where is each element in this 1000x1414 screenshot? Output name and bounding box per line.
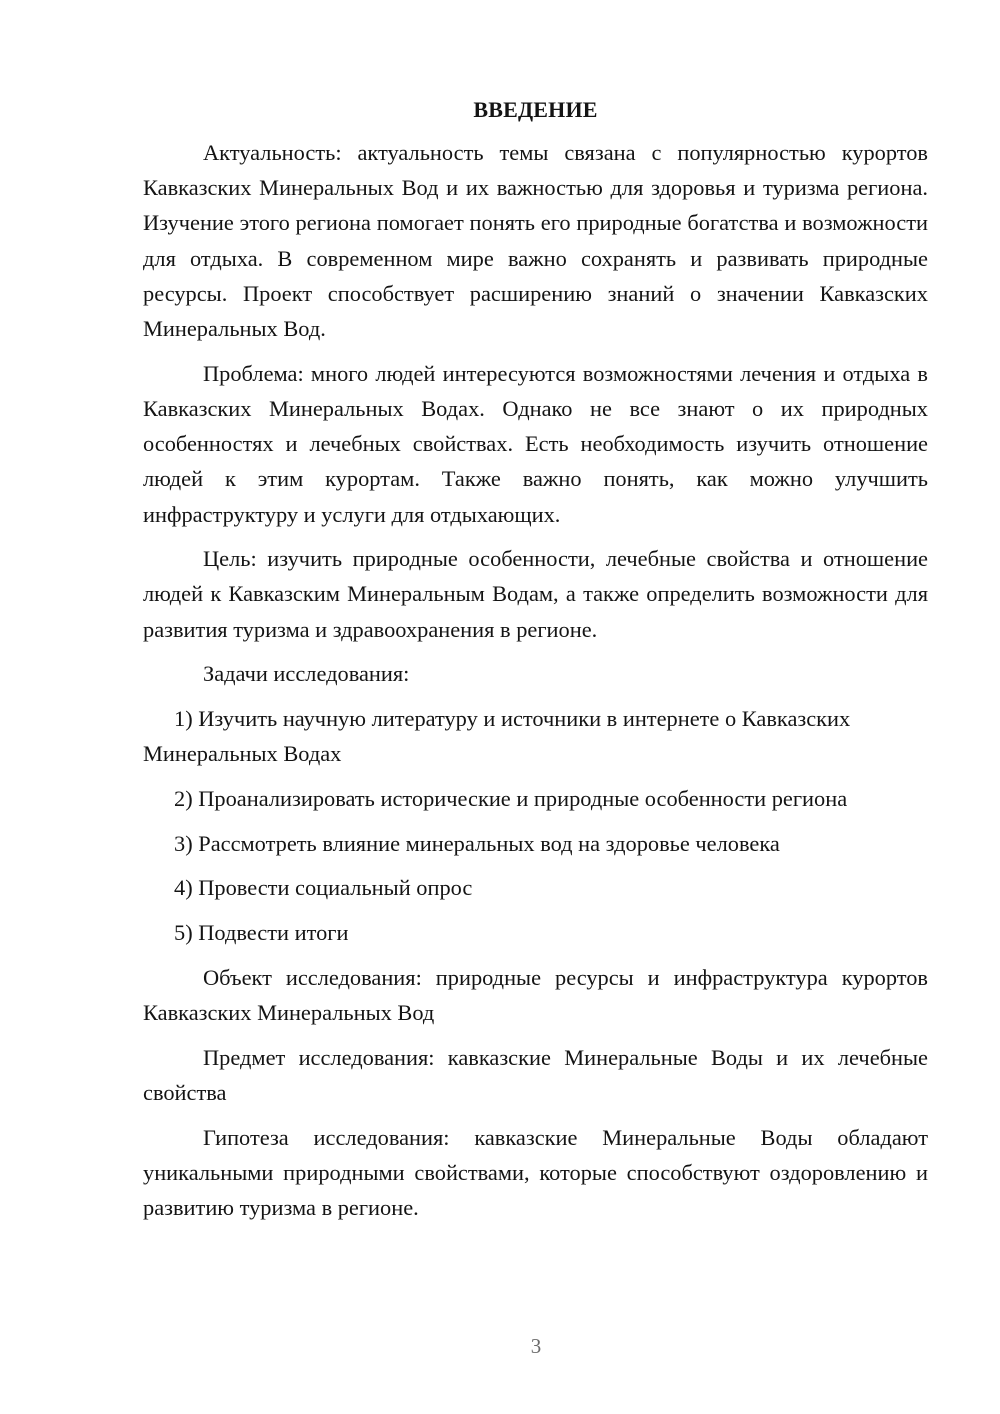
paragraph-subject: Предмет исследования: кавказские Минеральные Воды и их лечебные свойства [143,1044,928,1105]
task-item-1: 1) Изучить научную литературу и источники в интернете о Кавказских Минеральных Водах [143,706,851,767]
task-item-3: 3) Рассмотреть влияние минеральных вод на здоровье человека [174,830,780,856]
paragraph-object: Объект исследования: природные ресурсы и инфраструктура курортов Кавказских Минеральных Вод [143,964,928,1025]
section-title: ВВЕДЕНИЕ [473,97,598,122]
page-content [143,92,928,1235]
paragraph-hypothesis: Гипотеза исследования: кавказские Минеральные Воды обладают уникальными природными свойствами, которые способствуют оздоровлению и развитию туризма в регионе. [143,1124,928,1220]
paragraph-goal: Цель: изучить природные особенности, лечебные свойства и отношение людей к Кавказским Минеральным Водам, а также определить возможности для развития туризма и здравоохранения в регионе. [143,546,928,642]
paragraph-relevance: Актуальность: актуальность темы связана с популярностью курортов Кавказских Минеральных Вод и их важностью для здоровья и туризма региона. Изучение этого региона помогает понять его природные богатства и возможности для отдыха. В современном мире важно сохранять и развивать природные ресурсы. Проект способствует расширению знаний о значении Кавказских Минеральных Вод. [143,140,928,342]
tasks-heading: Задачи исследования: [203,661,410,687]
tasks-list [143,701,928,950]
task-item-4: 4) Провести социальный опрос [174,875,473,901]
paragraph-problem: Проблема: много людей интересуются возможностями лечения и отдыха в Кавказских Минеральных Водах. Однако не все знают о их природных особенностях и лечебных свойствах. Есть необходимость изучить отношение людей к этим курортам. Также важно понять, как можно улучшить инфраструктуру и услуги для отдыхающих. [143,360,928,527]
page-number: 3 [530,1334,542,1358]
task-item-5: 5) Подвести итоги [174,920,349,946]
task-item-2: 2) Проанализировать исторические и природные особенности региона [174,785,848,811]
